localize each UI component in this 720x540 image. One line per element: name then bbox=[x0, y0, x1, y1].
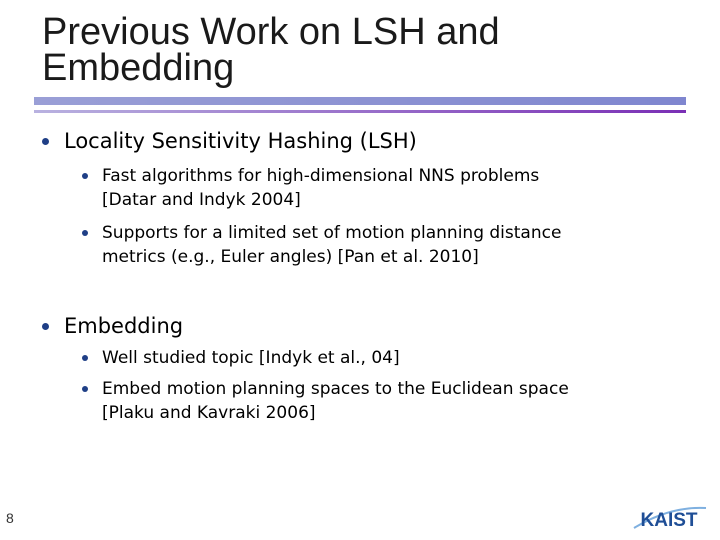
slide-title-line-2: Embedding bbox=[42, 47, 235, 89]
bullet-label: Locality Sensitivity Hashing (LSH) bbox=[64, 129, 417, 153]
subbullet-line-2: [Datar and Indyk 2004] bbox=[102, 190, 301, 210]
subbullet-dot-icon bbox=[82, 355, 88, 361]
bullet-label: Embedding bbox=[64, 314, 184, 338]
page-number: 8 bbox=[6, 510, 14, 526]
subbullet-line-1: Supports for a limited set of motion planning distance bbox=[102, 223, 562, 243]
subbullet-line-1: Well studied topic [Indyk et al., 04] bbox=[102, 348, 400, 368]
kaist-logo-text: KAIST bbox=[640, 510, 698, 531]
subbullet-dot-icon bbox=[82, 173, 88, 179]
slide-title bbox=[42, 11, 682, 89]
subbullet-dot-icon bbox=[82, 230, 88, 236]
subbullet-line-1: Embed motion planning spaces to the Euclidean space bbox=[102, 379, 569, 399]
subbullet-dot-icon bbox=[82, 386, 88, 392]
subbullet-line-2: [Plaku and Kavraki 2006] bbox=[102, 403, 316, 423]
bullet-dot-icon bbox=[42, 138, 49, 145]
subbullet-line-2: metrics (e.g., Euler angles) [Pan et al. 2010] bbox=[102, 247, 479, 267]
kaist-logo bbox=[630, 502, 708, 532]
title-underline-bar bbox=[34, 97, 686, 105]
title-underline-thin-bar bbox=[34, 110, 686, 113]
slide-title-line-1: Previous Work on LSH and bbox=[42, 11, 500, 53]
bullet-dot-icon bbox=[42, 323, 49, 330]
subbullet-line-1: Fast algorithms for high-dimensional NNS problems bbox=[102, 166, 540, 186]
